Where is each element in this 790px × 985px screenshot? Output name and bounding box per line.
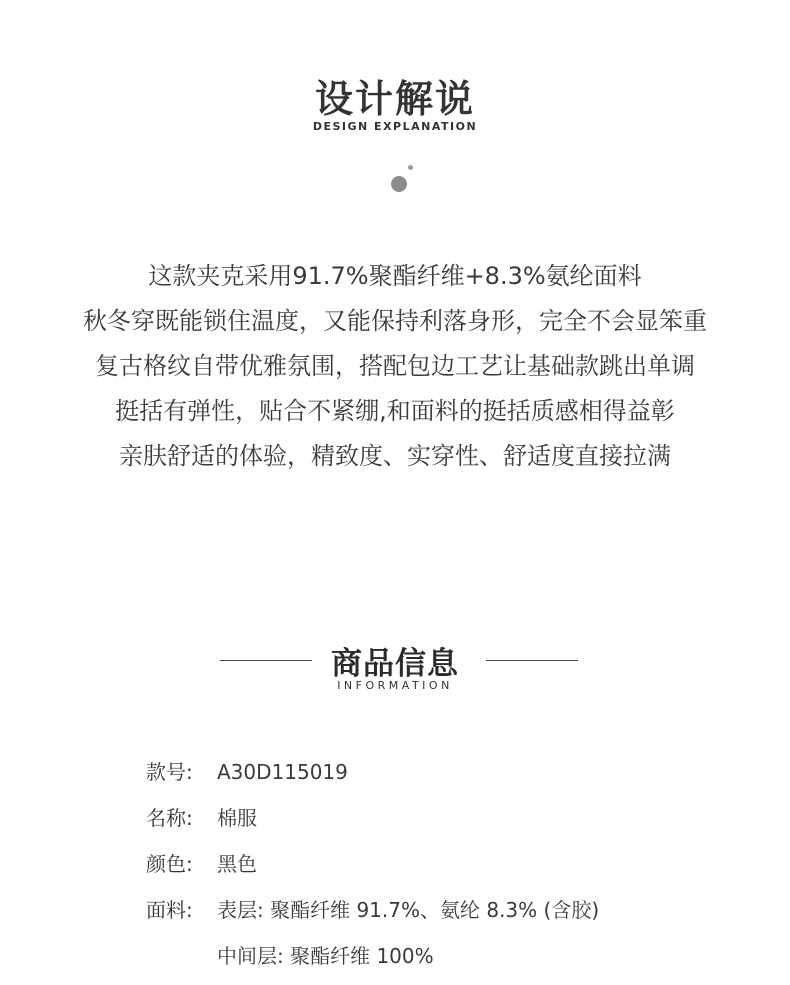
decorative-dot-large xyxy=(391,176,407,192)
spec-label: 款号: xyxy=(146,760,193,784)
spec-row-style-number xyxy=(146,755,746,801)
spec-list xyxy=(146,755,746,985)
spec-row-fabric-middle xyxy=(146,939,746,985)
info-subtitle: INFORMATION xyxy=(337,679,453,692)
description-line: 复古格纹自带优雅氛围，搭配包边工艺让基础款跳出单调 xyxy=(95,352,695,380)
design-subtitle: DESIGN EXPLANATION xyxy=(312,120,478,133)
spec-value: 表层: 聚酯纤维 91.7%、氨纶 8.3% (含胶) xyxy=(217,898,600,922)
spec-value: A30D115019 xyxy=(217,760,348,784)
spec-value: 中间层: 聚酯纤维 100% xyxy=(217,944,434,968)
description-line: 亲肤舒适的体验，精致度、实穿性、舒适度直接拉满 xyxy=(119,442,671,470)
spec-label: 颜色: xyxy=(146,852,193,876)
design-description xyxy=(0,254,790,479)
info-header xyxy=(0,636,790,696)
spec-row-name xyxy=(146,801,746,847)
description-line: 这款夹克采用91.7%聚酯纤维+8.3%氨纶面料 xyxy=(148,262,642,290)
spec-value: 棉服 xyxy=(217,806,257,830)
spec-row-fabric xyxy=(146,893,746,939)
design-title: 设计解说 xyxy=(314,77,475,121)
spec-label: 名称: xyxy=(146,806,193,830)
decorative-dot-small xyxy=(408,165,413,170)
description-line: 挺括有弹性，贴合不紧绷,和面料的挺括质感相得益彰 xyxy=(115,397,675,425)
info-title: 商品信息 xyxy=(331,646,459,682)
description-line: 秋冬穿既能锁住温度，又能保持利落身形，完全不会显笨重 xyxy=(83,307,707,335)
spec-label: 面料: xyxy=(146,898,193,922)
spec-value: 黑色 xyxy=(217,852,257,876)
spec-row-color xyxy=(146,847,746,893)
